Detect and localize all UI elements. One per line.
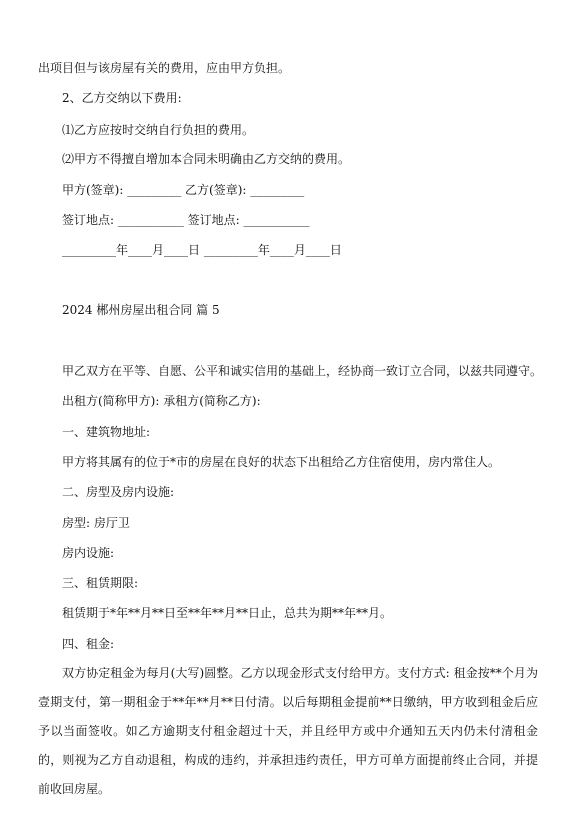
text-line: ⑴乙方应按时交纳自行负担的费用。	[62, 123, 255, 137]
text-line: 一、建筑物地址:	[62, 425, 151, 439]
text-line: 房内设施:	[62, 546, 115, 560]
text-line: ⑵甲方不得擅自增加本合同未明确由乙方交纳的费用。	[62, 152, 351, 166]
text-line: 四、租金:	[62, 637, 115, 651]
signature-line: 甲方(签章): _________ 乙方(签章): _________	[62, 183, 305, 197]
text-line: 出项目但与该房屋有关的费用，应由甲方负担。	[38, 61, 291, 75]
text-line: 房型: 房厅卫	[62, 516, 130, 530]
text-line: 出租方(简称甲方): 承租方(简称乙方):	[62, 394, 261, 408]
text-line: 2、乙方交纳以下费用:	[62, 91, 182, 105]
text-line: 甲方将其属有的位于*市的房屋在良好的状态下出租给乙方住宿使用，房内常住人。	[62, 455, 501, 469]
text-line: 租赁期于*年**月**日至**年**月**日止，总共为期**年**月。	[62, 606, 393, 620]
date-line: _________年____月____日 _________年____月____日	[62, 243, 342, 257]
rent-paragraph: 双方协定租金为每月(大写)圆整。乙方以现金形式支付给甲方。支付方式: 租金按**个月为壹期支付，第一期租金于**年**月**日付清。以后每期租金提前**日缴纳，甲方收到租金后应予以当面签收。如乙方逾期支付租金超过十天，并且经甲方或中介通知五天内仍未付清租金的，则视为乙方自动退租，构成的违约，并承担违约责任，甲方可单方面提前终止合同，并提前收回房屋。	[38, 666, 538, 796]
text-line: 三、租赁期限:	[62, 576, 139, 590]
text-line: 甲乙双方在平等、自愿、公平和诚实信用的基础上，经协商一致订立合同，以兹共同遵守。	[62, 364, 543, 378]
section-title: 2024 郴州房屋出租合同 篇 5	[62, 303, 220, 317]
signing-place-line: 签订地点: ___________ 签订地点: ___________	[62, 213, 310, 227]
text-line: 二、房型及房内设施:	[62, 485, 175, 499]
